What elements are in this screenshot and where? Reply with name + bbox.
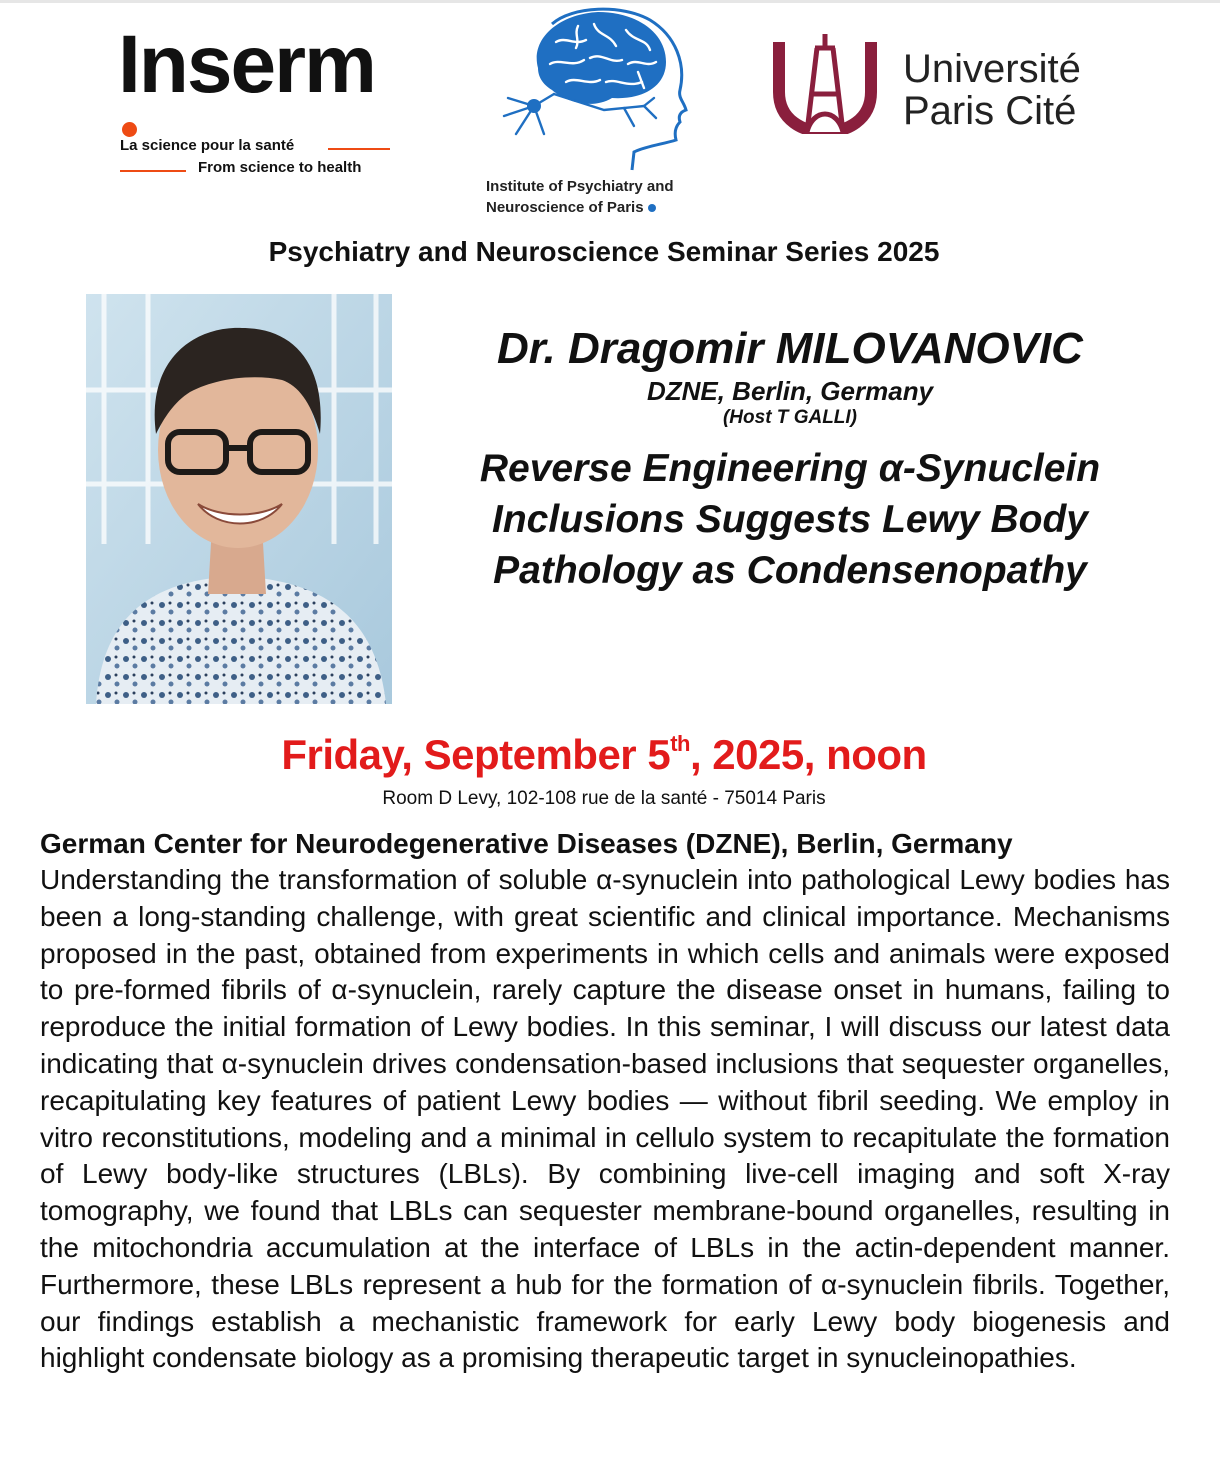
- ipnp-dot: [648, 204, 656, 212]
- abstract: [40, 826, 1170, 1377]
- ipnp-name-line2: [486, 197, 674, 218]
- ipnp-logo: [486, 2, 726, 222]
- series-title: Psychiatry and Neuroscience Seminar Series 2025: [268, 236, 940, 267]
- inserm-tagline-en: From science to health: [198, 159, 362, 176]
- upc-emblem-icon: [769, 34, 879, 134]
- upc-logo: [765, 28, 1125, 143]
- speaker-host: (Host T GALLI): [722, 407, 858, 428]
- ipnp-name-line2-text: Neuroscience of Paris: [486, 199, 644, 216]
- event-room: Room D Levy, 102-108 rue de la santé - 75014 Paris: [382, 788, 826, 809]
- talk-title: [420, 443, 1160, 596]
- inserm-rule: [328, 148, 390, 150]
- event-date: [0, 730, 1208, 780]
- abstract-text: Understanding the transformation of soluble α-synuclein into pathological Lewy bodies has been a long-standing challenge, with great scientific and clinical importance. Mechanisms proposed in the past, obtained from experiments in which cells and animals were exposed to pre-formed fibrils of α-synuclein, rarely capture the disease onset in humans, failing to reproduce the initial formation of Lewy bodies. In this seminar, I will discuss our latest data indicating that α-synuclein drives condensation-based inclusions that sequester organelles, recapitulating key features of patient Lewy bodies — without fibril seeding. We employ in vitro reconstitutions, modeling and a minimal in cellulo system to recapitulate the formation of Lewy body-like structures (LBLs). By combining live-cell imaging and soft X-ray tomography, we found that LBLs can sequester membrane-bound organelles, resulting in the mitochondria accumulation at the interface of LBLs in the actin-dependent manner. Furthermore, these LBLs represent a hub for the formation of α-synuclein fibrils. Together, our findings establish a mechanistic framework for early Lewy body biogenesis and highlight condensate biology as a promising therapeutic target in synucleinopathies.: [40, 864, 1170, 1374]
- ipnp-name: [486, 176, 674, 218]
- talk-title-line: Inclusions Suggests Lewy Body: [492, 498, 1088, 541]
- inserm-rule: [120, 170, 186, 172]
- talk-title-line: Pathology as Condensenopathy: [493, 549, 1087, 592]
- event-date-ordinal: th: [670, 731, 690, 756]
- speaker-name: Dr. Dragomir MILOVANOVIC: [497, 324, 1083, 373]
- inserm-logo: [118, 19, 408, 184]
- speaker-block: [420, 324, 1160, 596]
- abstract-institution: German Center for Neurodegenerative Diseases (DZNE), Berlin, Germany: [40, 828, 1013, 859]
- speaker-photo: [86, 294, 392, 704]
- upc-name-line2: Paris Cité: [903, 89, 1077, 133]
- inserm-wordmark: Inserm: [118, 19, 375, 110]
- inserm-tagline-fr: La science pour la santé: [120, 137, 295, 154]
- brain-head-icon: [494, 2, 694, 172]
- event-date-prefix: Friday, September 5: [281, 731, 671, 778]
- speaker-affiliation: DZNE, Berlin, Germany: [646, 376, 934, 406]
- ipnp-name-line1: Institute of Psychiatry and: [486, 178, 674, 195]
- upc-name: [903, 48, 1081, 132]
- talk-title-line: Reverse Engineering α-Synuclein: [479, 447, 1101, 490]
- event-date-suffix: , 2025, noon: [689, 731, 927, 778]
- upc-name-line1: Université: [903, 47, 1081, 91]
- inserm-dot: [122, 122, 137, 137]
